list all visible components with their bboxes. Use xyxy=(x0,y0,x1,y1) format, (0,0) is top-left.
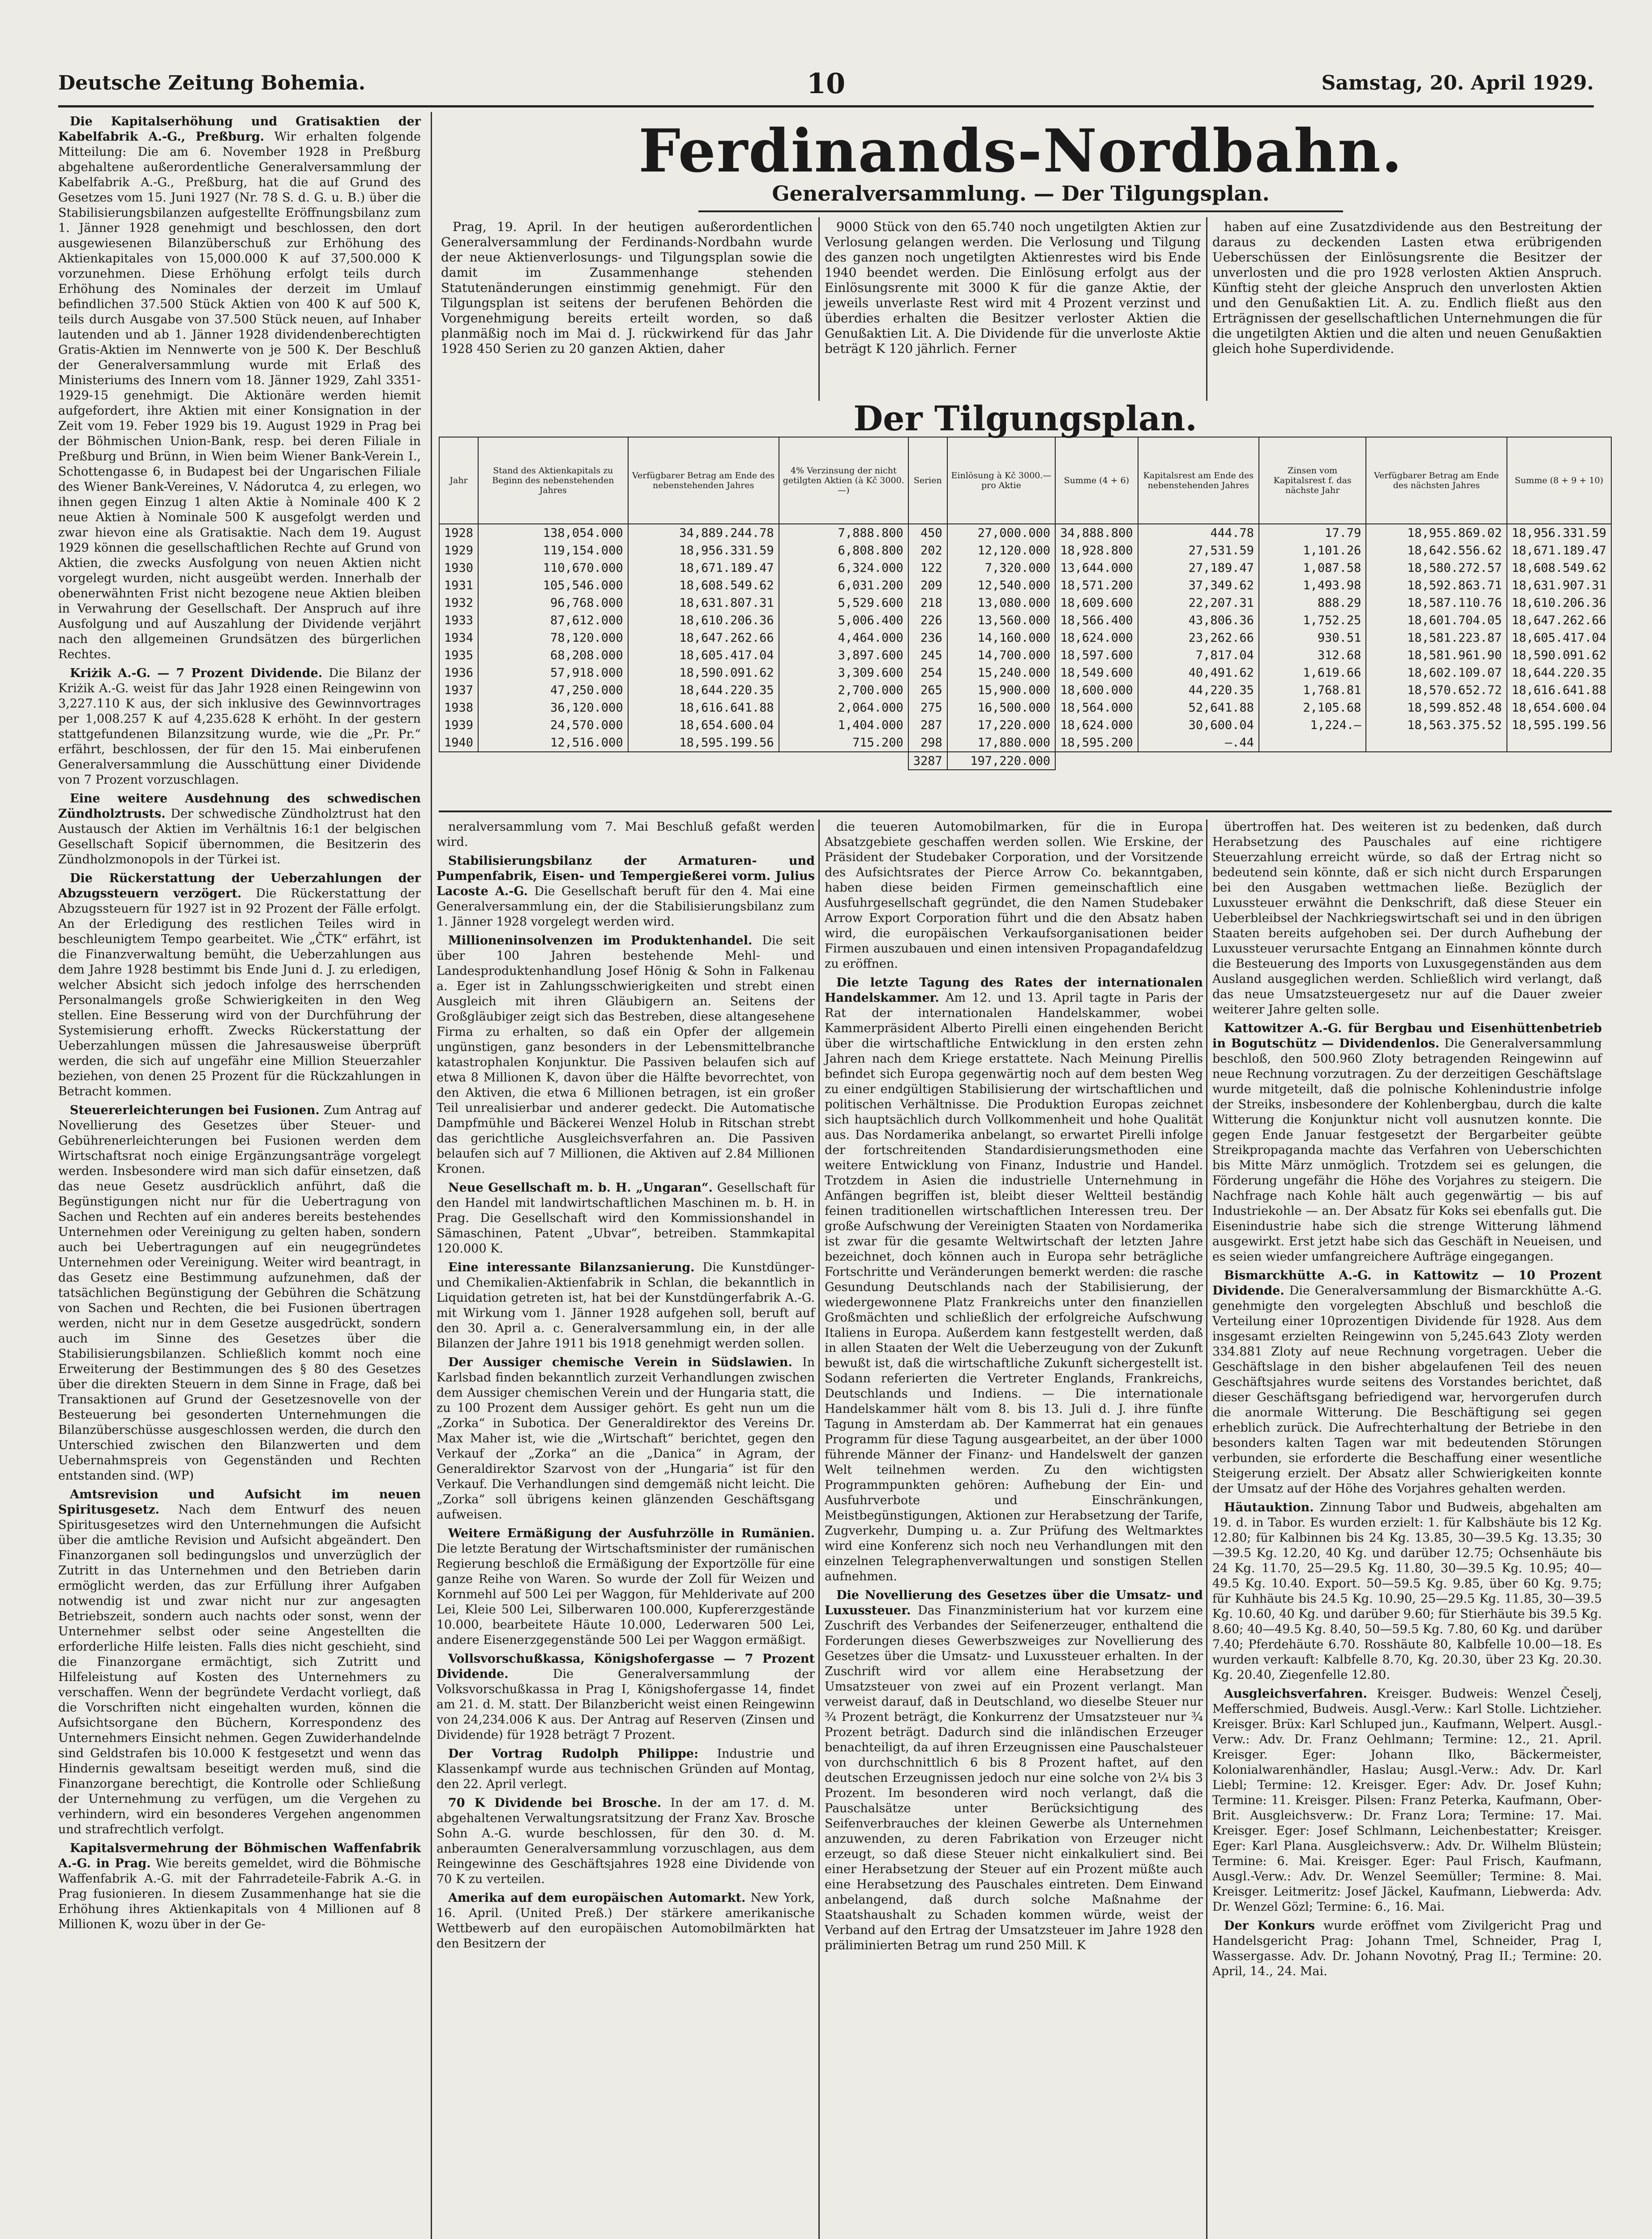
column-divider xyxy=(431,112,432,2239)
header-rule xyxy=(58,105,1594,107)
table-cell: 18,654.600.04 xyxy=(628,716,779,734)
main-lead-2 xyxy=(825,219,1201,356)
table-cell: 3,897.600 xyxy=(779,647,908,664)
table-cell: 202 xyxy=(908,542,947,559)
table-cell: 13,644.000 xyxy=(1055,559,1138,577)
table-cell: 18,608.549.62 xyxy=(628,577,779,594)
article-body: übertroffen hat. Des weiteren ist zu bedenken, daß durch Herabsetzung des Pauschales auf eine richtigere Steuerzahlung erreicht würde, so daß der Ertrag nicht so bedeutend sein könnte, daß er sich nicht durch Ersparungen bei den Ausgaben wettmachen ließe. Bezüglich der Luxussteuer erwähnt die Denkschrift, daß diese Steuer ein Ueberbleibsel der Nachkriegswirtschaft sei und in den übrigen Staaten bereits aufgehoben sei. Der durch Aufhebung der Luxussteuer verursachte Entgang an Einnahmen könnte durch die Besteuerung des Imports von Luxusgegenständen aus dem Ausland ausgeglichen werden. Schließlich wird verlangt, daß das neue Umsatzsteuergesetz nur auf die Dauer zweier weiterer Jahre gelten solle. xyxy=(1212,820,1602,1017)
total-serien: 3287 xyxy=(908,752,947,770)
table-cell: 105,546.000 xyxy=(478,577,628,594)
main-lead-3 xyxy=(1212,219,1602,356)
table-cell: 7,320.000 xyxy=(947,559,1055,577)
article-paragraph xyxy=(1212,1686,1602,1915)
article-paragraph xyxy=(1212,1918,1602,1979)
table-cell: 18,563.375.52 xyxy=(1366,716,1506,734)
article-paragraph xyxy=(58,114,421,662)
table-cell: 110,670.000 xyxy=(478,559,628,577)
table-cell: 18,671.189.47 xyxy=(628,559,779,577)
table-cell: 34,889.244.78 xyxy=(628,524,779,542)
article-headline: Vollsvorschußkassa, Königshofergasse — 7 Prozent Dividende. xyxy=(437,1652,815,1681)
table-row xyxy=(439,629,1611,647)
article-paragraph xyxy=(1212,1021,1602,1265)
article-body: Das Finanzministerium hat vor kurzem eine Zuschrift des Verbandes der Seifenerzeuger, enthaltend die Forderungen dieses Gewerbszweiges zur Novellierung des Gesetzes über die Umsatz- und Luxussteuer erhalten. In der Zuschrift wird vor allem eine Herabsetzung der Umsatzsteuer von zwei auf ein Prozent verlangt. Man verweist darauf, daß in Deutschland, wo dieselbe Steuer nur ¾ Prozent beträgt, die Konkurrenz der Umsatzsteuer nur ¾ Prozent beträgt. Dadurch sind die inländischen Erzeuger benachteiligt, da auf ihren Erzeugnissen eine Pauschalsteuer von durchschnittlich 6 bis 8 Prozent haftet, auf den deutschen Erzeugnissen jedoch nur eine solche von 2¼ bis 3 Prozent. Im besonderen wird noch verlangt, daß die Pauschalsätze unter Berücksichtigung des Seifenverbrauches der kleinen Gewerbe als Unternehmen anzuwenden, zu deren Fabrikation von Erzeuger nicht erzeugt, so daß diese Steuer nicht einkalkuliert sind. Bei einer Herabsetzung der Steuer auf ein Prozent müßte auch eine Herabsetzung des Pauschales eintreten. Dem Einwand anbelangend, daß durch solche Maßnahme der Staatshaushalt zu Schaden kommen würde, weist der Verband auf den Ertrag der Umsatzsteuer im Jahre 1928 den präliminierten Betrag um rund 250 Mill. K xyxy=(825,1604,1203,1952)
table-cell: 96,768.000 xyxy=(478,594,628,612)
total-einloesung: 197,220.000 xyxy=(947,752,1055,770)
article-body: die teueren Automobilmarken, für die in Europa Absatzgebiete geschaffen werden sollen. Wie Erskine, der Präsident der Studebaker Corporation, und der Vorsitzende des Aufsichtsrates der Pierce Arrow Co. bekanntgaben, haben diese beiden Firmen gemeinschaftlich eine Ausfuhrgesellschaft gegründet, die den Namen Studebaker Arrow Export Corporation führt und die den Absatz haben wird, die europäischen Verkaufsorganisationen beider Firmen auszubauen und einen intensiven Propagandafeldzug zu eröffnen. xyxy=(825,820,1203,971)
table-row xyxy=(439,647,1611,664)
table-cell: 18,587.110.76 xyxy=(1366,594,1506,612)
table-cell: 18,647.262.66 xyxy=(1507,612,1611,629)
table-cell: 4,464.000 xyxy=(779,629,908,647)
main-lead-1 xyxy=(441,219,813,356)
article-body: Zinnung Tabor und Budweis, abgehalten am 19. d. in Tabor. Es wurden erzielt: 1. für Kalbshäute bis 12 Kg. 12.80; für Kalbinnen bis 24 Kg. 13.85, 30—39.5 Kg. 13.35; 30—39.5 Kg. 12.20, 40 Kg. und darüber 12.75; Ochsenhäute bis 24 Kg. 11.70, 25—29.5 Kg. 11.80, 30—39.5 Kg. 10.95; 40—49.5 Kg. 10.40. Export. 50—59.5 Kg. 9.85, über 60 Kg. 9.75; für Kuhhäute bis 24.5 Kg. 10.90, 25—29.5 Kg. 11.85, 30—39.5 Kg. 10.60, 40 Kg. und darüber 9.60; für Stierhäute bis 39.5 Kg. 8.60; 40—49.5 Kg. 8.40, 50—59.5 Kg. 7.80, 60 Kg. und darüber 7.40; Pferdehäute 6.70. Rosshäute 80, Kalbfelle 10.00—18. Es wurden verkauft: Kalbfelle 8.70, Kg. 20.30, über 23 Kg. 20.30. Kg. 20.40, Ziegenfelle 12.80. xyxy=(1212,1501,1602,1682)
article-paragraph xyxy=(437,1746,815,1792)
table-header-cell: Einlösung à Kč 3000.— pro Aktie xyxy=(947,437,1055,524)
table-cell: 37,349.62 xyxy=(1138,577,1259,594)
table-cell: 18,599.852.48 xyxy=(1366,699,1506,716)
table-row xyxy=(439,734,1611,752)
article-headline: Kriżik A.-G. — 7 Prozent Dividende. xyxy=(70,666,323,680)
table-cell: 1940 xyxy=(439,734,478,752)
table-cell: 12,540.000 xyxy=(947,577,1055,594)
table-cell: 27,189.47 xyxy=(1138,559,1259,577)
article-headline: Eine weitere Ausdehnung des schwedischen Zündholztrusts. xyxy=(58,792,421,821)
column-3 xyxy=(825,819,1203,1957)
article-paragraph xyxy=(58,871,421,1099)
table-cell: 18,608.549.62 xyxy=(1507,559,1611,577)
table-cell: 18,571.200 xyxy=(1055,577,1138,594)
page-number: 10 xyxy=(806,67,846,100)
table-cell: 18,955.869.02 xyxy=(1366,524,1506,542)
table-cell: 7,888.800 xyxy=(779,524,908,542)
article-body: Kreisger. Budweis: Wenzel Česelj, Mefferschmied, Budweis. Ausgl.-Verw.: Karl Stolle. Lichtzieher. Kreisger. Brüx: Karl Schluped jun., Kaufmann, Welpert. Ausgl.-Verw.: Adv. Dr. Franz Oehlmann; Termine: 12., 21. April. Kreisger. Eger: Johann Ilko, Bäckermeister, Kolonialwarenhändler, Haslau; Ausgl.-Verw.: Adv. Dr. Karl Liebl; Termine: 12. Kreisger. Eger: Adv. Dr. Josef Kuhn; Termine: 11. Kreisger. Pilsen: Franz Peterka, Kaufmann, Ober-Brit. Ausgleichsverw.: Dr. Franz Lora; Termine: 17. Mai. Kreisger. Eger: Josef Schlmann, Leichenbestatter; Kreisger. Eger: Karl Plana. Ausgleichsverw.: Adv. Dr. Wilhelm Blüstein; Termine: 6. Mai. Kreisger. Eger: Paul Frisch, Kaufmann, Ausgl.-Verw.: Adv. Dr. Wenzel Seemüller; Termine: 8. Mai. Kreisger. Leitmeritz: Josef Jäckel, Kaufmann, Liebwerda: Adv. Dr. Wenzel Gözl; Termine: 6., 16. Mai. xyxy=(1212,1687,1602,1914)
table-cell: 18,605.417.04 xyxy=(1507,629,1611,647)
article-paragraph xyxy=(437,1260,815,1351)
table-title: Der Tilgungsplan. xyxy=(853,399,1197,438)
article-headline: Häutauktion. xyxy=(1224,1501,1314,1514)
article-headline: Die Kapitalserhöhung und Gratisaktien der Kabelfabrik A.-G., Preßburg. xyxy=(58,115,421,144)
table-cell: 18,644.220.35 xyxy=(1507,664,1611,682)
article-headline: Millioneninsolvenzen im Produktenhandel. xyxy=(448,934,753,948)
table-cell: 15,240.000 xyxy=(947,664,1055,682)
article-paragraph xyxy=(825,975,1203,1584)
table-cell xyxy=(439,752,478,770)
table-header-cell: 4% Verzinsung der nicht getilgten Aktien (à Kč 3000.—) xyxy=(779,437,908,524)
table-cell: 888.29 xyxy=(1259,594,1366,612)
article-headline: Der Aussiger chemische Verein in Südslawien. xyxy=(448,1355,792,1369)
article-paragraph xyxy=(437,1651,815,1743)
table-cell: 450 xyxy=(908,524,947,542)
article-paragraph xyxy=(1212,819,1602,1017)
table-cell: 1930 xyxy=(439,559,478,577)
table-header-cell: Jahr xyxy=(439,437,478,524)
table-cell xyxy=(1259,752,1366,770)
table-cell: 18,592.863.71 xyxy=(1366,577,1506,594)
table-cell: 43,806.36 xyxy=(1138,612,1259,629)
table-cell: 5,529.600 xyxy=(779,594,908,612)
table-cell: 17,880.000 xyxy=(947,734,1055,752)
main-headline: Ferdinands-Nordbahn. xyxy=(638,116,1403,186)
table-cell: 1932 xyxy=(439,594,478,612)
article-paragraph xyxy=(437,933,815,1177)
table-header-cell: Stand des Aktienkapitals zu Beginn des nebenstehenden Jahres xyxy=(478,437,628,524)
table-cell: 18,595.199.56 xyxy=(628,734,779,752)
table-cell: 18,581.223.87 xyxy=(1366,629,1506,647)
table-cell: 6,808.800 xyxy=(779,542,908,559)
article-paragraph xyxy=(437,1355,815,1523)
table-cell xyxy=(628,752,779,770)
table-cell: 18,564.000 xyxy=(1055,699,1138,716)
lead-paragraph: Prag, 19. April. In der heutigen außerordentlichen Generalversammlung der Ferdinands-Nordbahn wurde der neue Aktienverlosungs- und Tilgungsplan sowie die damit im Zusammenhange stehenden Statutenänderungen einstimmig genehmigt. Für den Tilgungsplan ist seitens der berufenen Behörden die Vorgenehmigung bereits erteilt worden, so daß planmäßig noch im Mai d. J. rückwirkend für das Jahr 1928 450 Serien zu 20 ganzen Aktien, daher xyxy=(441,219,813,356)
article-headline: Kattowitzer A.-G. für Bergbau und Eisenhüttenbetrieb in Bogutschütz — Dividendenlos. xyxy=(1212,1021,1602,1051)
table-cell: 18,647.262.66 xyxy=(628,629,779,647)
table-cell: 40,491.62 xyxy=(1138,664,1259,682)
table-cell: 18,570.652.72 xyxy=(1366,682,1506,699)
column-4 xyxy=(1212,819,1602,1983)
table-cell: 18,580.272.57 xyxy=(1366,559,1506,577)
table-cell: 1934 xyxy=(439,629,478,647)
table-cell: 18,549.600 xyxy=(1055,664,1138,682)
table-cell: 52,641.88 xyxy=(1138,699,1259,716)
article-headline: Bismarckhütte A.-G. in Kattowitz — 10 Prozent Dividende. xyxy=(1212,1269,1602,1298)
table-cell: 47,250.000 xyxy=(478,682,628,699)
table-cell: 57,918.000 xyxy=(478,664,628,682)
table-cell: 18,610.206.36 xyxy=(1507,594,1611,612)
table-cell: 122 xyxy=(908,559,947,577)
table-row xyxy=(439,524,1611,542)
table-cell: 6,031.200 xyxy=(779,577,908,594)
table-cell: 1928 xyxy=(439,524,478,542)
table-cell: 18,581.961.90 xyxy=(1366,647,1506,664)
article-headline: Ausgleichsverfahren. xyxy=(1224,1687,1367,1701)
table-row xyxy=(439,594,1611,612)
table-cell: —.44 xyxy=(1138,734,1259,752)
article-headline: Amtsrevision und Aufsicht im neuen Spiritusgesetz. xyxy=(58,1488,421,1517)
table-row xyxy=(439,612,1611,629)
table-header-cell: Kapitalsrest am Ende des nebenstehenden Jahres xyxy=(1138,437,1259,524)
table-cell: 3,309.600 xyxy=(779,664,908,682)
lead-paragraph: haben auf eine Zusatzdividende aus den Bestreitung der daraus zu deckenden Lasten etwa erübrigenden Ueberschüssen der Einlösungsrente die Besitzer der unverlosten und die pro 1928 verlosten Aktien Anspruch. Künftig steht der gleiche Anspruch den unverlosten Aktien und den Genußaktien Lit. A. zu. Endlich fließt aus den Erträgnissen der gesellschaftlichen Unternehmungen die für die ungetilgten Aktien und die alten und neuen Genußaktien gleich hohe Superdividende. xyxy=(1212,219,1602,356)
table-cell: 5,006.400 xyxy=(779,612,908,629)
table-cell: 18,644.220.35 xyxy=(628,682,779,699)
table-cell: 78,120.000 xyxy=(478,629,628,647)
table-cell: 1933 xyxy=(439,612,478,629)
table-cell: 1939 xyxy=(439,716,478,734)
table-cell: 1931 xyxy=(439,577,478,594)
article-body: Der schwedische Zündholztrust hat den Austausch der Aktien im Verhältnis 16:1 der belgischen Gesellschaft Sopicif übernommen, die Besitzerin des Zündholzmonopols in der Türkei ist. xyxy=(58,807,421,866)
article-paragraph xyxy=(437,1891,815,1952)
article-headline: Der Vortrag Rudolph Philippe: xyxy=(448,1747,698,1761)
table-cell: 1938 xyxy=(439,699,478,716)
column-divider xyxy=(1206,819,1207,2239)
table-cell: 1,493.98 xyxy=(1259,577,1366,594)
article-headline: Die letzte Tagung des Rates der internationalen Handelskammer. xyxy=(825,976,1203,1005)
article-body: Die Kunstdünger- und Chemikalien-Aktienfabrik in Schlan, die bekanntlich in Liquidation getreten ist, hat bei der Kunstdüngerfabrik A.-G. mit Wirkung vom 1. Jänner 1928 aufgehen soll, beruft auf den 30. April a. c. Generalversammlung ein, in der alle Bilanzen der Jahre 1911 bis 1918 genehmigt werden sollen. xyxy=(437,1261,815,1351)
table-cell: 14,700.000 xyxy=(947,647,1055,664)
article-headline: Der Konkurs xyxy=(1224,1919,1315,1933)
table-cell: 2,064.000 xyxy=(779,699,908,716)
table-cell: 12,120.000 xyxy=(947,542,1055,559)
table-cell: 1935 xyxy=(439,647,478,664)
table-cell xyxy=(1507,734,1611,752)
table-cell: 236 xyxy=(908,629,947,647)
table-cell: 18,616.641.88 xyxy=(628,699,779,716)
article-headline: 70 K Dividende bei Brosche. xyxy=(448,1796,662,1810)
table-cell: 1,752.25 xyxy=(1259,612,1366,629)
table-cell: 2,105.68 xyxy=(1259,699,1366,716)
table-cell: 18,624.000 xyxy=(1055,716,1138,734)
table-cell: 13,080.000 xyxy=(947,594,1055,612)
table-cell: 18,601.704.05 xyxy=(1366,612,1506,629)
article-body: neralversammlung vom 7. Mai Beschluß gefaßt werden wird. xyxy=(437,820,815,849)
paper-name: Deutsche Zeitung Bohemia. xyxy=(58,72,366,94)
article-paragraph xyxy=(58,791,421,867)
table-cell: 18,600.000 xyxy=(1055,682,1138,699)
article-paragraph xyxy=(58,1487,421,1837)
article-body: Die Gesellschaft beruft für den 4. Mai eine Generalversammlung ein, der die Stabilisierungsbilanz zum 1. Jänner 1928 vorgelegt werden wird. xyxy=(437,884,815,929)
table-cell: 34,888.800 xyxy=(1055,524,1138,542)
table-cell: 1,087.58 xyxy=(1259,559,1366,577)
table-row xyxy=(439,716,1611,734)
table-cell: 6,324.000 xyxy=(779,559,908,577)
article-paragraph xyxy=(825,1588,1203,1953)
title-rule xyxy=(698,210,1343,212)
table-cell: 18,624.000 xyxy=(1055,629,1138,647)
table-cell: 18,956.331.59 xyxy=(1507,524,1611,542)
article-body: Die Generalversammlung der Volksvorschußkassa in Prag I, Königshofergasse 14, findet am 21. d. M. statt. Der Bilanzbericht weist einen Reingewinn von 24,234.006 K aus. Der Antrag auf Reserven (Zinsen und Dividende) für 1928 beträgt 7 Prozent. xyxy=(437,1667,815,1742)
table-cell: 18,928.800 xyxy=(1055,542,1138,559)
table-cell: 23,262.66 xyxy=(1138,629,1259,647)
table-row xyxy=(439,577,1611,594)
article-body: Wir erhalten folgende Mitteilung: Die am 6. November 1928 in Preßburg abgehaltene außerordentliche Generalversammlung der Kabelfabrik A.-G., Preßburg, hat die auf Grund des Gesetzes vom 15. Juni 1927 (Nr. 78 S. d. G. u. B.) über die Stabilisierungsbilanzen aufgestellte Eröffnungsbilanz zum 1. Jänner 1928 genehmigt und beschlossen, den dort ausgewiesenen Bilanzüberschuß zur Erhöhung des Aktienkapitales von 15,000.000 K auf 37,500.000 K vorzunehmen. Diese Erhöhung erfolgt teils durch Erhöhung des Nominales der derzeit im Umlauf befindlichen 37.500 Stück Aktien von 400 K auf 500 K, teils durch Ausgabe von 37.500 Stück neuen, auf Inhaber lautenden und ab 1. Jänner 1928 dividendenberechtigten Gratis-Aktien im Nennwerte von je 500 K. Der Beschluß der Generalversammlung wurde mit Erlaß des Ministeriums des Innern vom 18. Jänner 1929, Zahl 3351-1929-15 genehmigt. Die Aktionäre werden hiemit aufgefordert, ihre Aktien mit einer Konsignation in der Zeit vom 19. Feber 1929 bis 19. August 1929 in Prag bei der Böhmischen Union-Bank, resp. bei deren Filiale in Preßburg und Brünn, in Wien beim Wiener Bank-Verein I., Schottengasse 6, in Budapest bei der Ungarischen Filiale des Wiener Bank-Vereines, V. Nádorutca 4, zu erlegen, wo ihnen gegen Einzug 1 alten Aktie à Nominale 400 K 2 neue Aktien à Nominale 500 K ausgefolgt werden und zwar hievon eine als Gratisaktie. Nach dem 19. August 1929 können die gesellschaftlichen Rechte auf Grund von Aktien, die zwecks Ausfolgung von neuen Aktien nicht vorgelegt wurden, nicht ausgeübt werden. Innerhalb der obenerwähnten Frist nicht bezogene neue Aktien bleiben in Verwahrung der Gesellschaft. Der Anspruch auf ihre Ausfolgung und auf Auszahlung der Dividende verjährt nach den allgemeinen Grundsätzen des bürgerlichen Rechtes. xyxy=(58,130,421,661)
table-cell: 18,597.600 xyxy=(1055,647,1138,664)
table-bottom-rule xyxy=(439,811,1612,812)
table-header-cell: Summe (8 + 9 + 10) xyxy=(1507,437,1611,524)
table-cell: 36,120.000 xyxy=(478,699,628,716)
article-body: Am 12. und 13. April tagte in Paris der Rat der internationalen Handelskammer, wobei Kammerpräsident Alberto Pirelli einen eingehenden Bericht über die wirtschaftliche Entwicklung in den ersten zehn Jahren nach dem Kriege erstattete. Nach Meinung Pirellis befindet sich Europa gegenwärtig noch auf dem besten Weg zu einer endgültigen Stabilisierung der wirtschaftlichen und politischen Verhältnisse. Die Produktion Europas zeichnet sich hauptsächlich durch Vollkommenheit und hohe Qualität aus. Das Nordamerika anbelangt, so erwartet Pirelli infolge der fortschreitenden Standardisierungsmethoden eine weitere Entwicklung von Finanz, Industrie und Handel. Trotzdem in Asien die industrielle Unternehmung in Anfängen begriffen ist, bleibt dieser Weltteil beständig feinen traditionellen wirtschaftlichen Interessen treu. Der große Aufschwung der Vereinigten Staaten von Nordamerika ist zwar für die gesamte Weltwirtschaft der letzten Jahre bezeichnet, doch können auch in Europa sehr beträgliche Fortschritte und Veränderungen bemerkt werden: die rasche Gesundung Deutschlands nach der Stabilisierung, der wiedergewonnene Platz Frankreichs unter den finanziellen Großmächten und schließlich der erfolgreiche Aufschwung Italiens in Europa. Außerdem kann festgestellt werden, daß in allen Staaten der Welt die Ueberzeugung von der Zukunft bewußt ist, daß die wirtschaftliche Zukunft sichergestellt ist. Sodann referierten die Vertreter Englands, Frankreichs, Deutschlands und Indiens. — Die internationale Handelskammer hält vom 8. bis 13. Juli d. J. ihre fünfte Tagung in Amsterdam ab. Der Kammerrat hat ein genaues Programm für diese Tagung ausgearbeitet, an der über 1000 führende Männer der Finanz- und Handelswelt der ganzen Welt teilnehmen werden. Zu den wichtigsten Programmpunkten gehören: Aufhebung der Ein- und Ausfuhrverbote und Einschränkungen, Meistbegünstigungen, Aktionen zur Herabsetzung der Tarife, Zugverkehr, Dumping u. a. Zur Prüfung des Weltmarktes wird eine Konferenz sich noch neu Verhandlungen mit den einzelnen Telegraphenverwaltungen und sonstigen Stellen aufnehmen. xyxy=(825,991,1203,1583)
table-cell: 1,768.81 xyxy=(1259,682,1366,699)
article-paragraph xyxy=(1212,1268,1602,1497)
table-cell: 18,609.600 xyxy=(1055,594,1138,612)
table-cell: 18,631.907.31 xyxy=(1507,577,1611,594)
article-body: New York, 16. April. (United Preß.) Der stärkere amerikanische Wettbewerb auf den europäischen Automobilmärkten hat den Besitzern der xyxy=(437,1891,815,1951)
article-headline: Die Novellierung des Gesetzes über die Umsatz- und Luxussteuer. xyxy=(825,1588,1203,1617)
article-body: Die Generalversammlung beschloß, den 500.960 Zloty betragenden Reingewinn auf neue Rechnung vorzutragen. Zu der derzeitigen Geschäftslage wurde mitgeteilt, daß die polnische Kohlenindustrie infolge der Streiks, insbesondere der Kohlenbergbau, durch die kalte Witterung die Konjunktur nicht voll ausnutzen konnte. Die gegen Ende Januar festgesetzt der Bergarbeiter geübte Streikpropaganda machte das Verfahren von Ueberschichten bis Mitte März unmöglich. Trotzdem sei es gelungen, die Förderung ungefähr die Höhe des Vorjahres zu steigern. Die Nachfrage nach Kohle hält auch gegenwärtig — bis auf Industriekohle — an. Der Absatz für Koks sei ebenfalls gut. Die Eisenindustrie habe sich die strenge Witterung lähmend ausgewirkt. Erst jetzt habe sich das Geschäft in Neueisen, und es seien wieder umfangreichere Aufträge eingegangen. xyxy=(1212,1037,1602,1264)
table-cell: 18,616.641.88 xyxy=(1507,682,1611,699)
article-body: Wie bereits gemeldet, wird die Böhmische Waffenfabrik A.-G. mit der Fahrradeteile-Fabrik A.-G. in Prag fusionieren. In diesem Zusammenhange hat sie die Erhöhung ihres Aktienkapitals von 4 Millionen auf 8 Millionen K, wozu über in der Ge- xyxy=(58,1857,421,1931)
table-cell: 24,570.000 xyxy=(478,716,628,734)
table-cell: 18,590.091.62 xyxy=(1507,647,1611,664)
table-cell: 13,560.000 xyxy=(947,612,1055,629)
table-cell: 30,600.04 xyxy=(1138,716,1259,734)
table-cell: 930.51 xyxy=(1259,629,1366,647)
table-cell xyxy=(779,752,908,770)
table-cell: 18,642.556.62 xyxy=(1366,542,1506,559)
table-row xyxy=(439,699,1611,716)
table-cell: 1929 xyxy=(439,542,478,559)
lead-paragraph: 9000 Stück von den 65.740 noch ungetilgten Aktien zur Verlosung gelangen werden. Die Verlosung und Tilgung des ganzen noch ungetilgten Aktienrestes wird bis Ende 1940 beendet werden. Die Einlösung erfolgt aus der Einlösungsrente mit 3000 K für die ganze Aktie, der jeweils unverlaste Rest wird mit 4 Prozent verzinst und überdies erhalten die Besitzer verloster Aktien die Genußaktien Lit. A. Die Dividende für die unverloste Aktie beträgt K 120 jährlich. Ferner xyxy=(825,219,1201,356)
table-cell: 27,531.59 xyxy=(1138,542,1259,559)
article-headline: Steuererleichterungen bei Fusionen. xyxy=(70,1103,320,1117)
table-cell: 2,700.000 xyxy=(779,682,908,699)
table-cell xyxy=(1055,752,1138,770)
table-cell: 18,654.600.04 xyxy=(1507,699,1611,716)
table-cell: 138,054.000 xyxy=(478,524,628,542)
table-header-cell: Serien xyxy=(908,437,947,524)
table-cell: 15,900.000 xyxy=(947,682,1055,699)
left-column xyxy=(58,114,421,1936)
column-divider xyxy=(818,217,820,401)
table-row xyxy=(439,664,1611,682)
article-paragraph xyxy=(437,1180,815,1257)
article-headline: Stabilisierungsbilanz der Armaturen- und Pumpenfabrik, Eisen- und Tempergießerei vorm. Julius Lacoste A.-G. xyxy=(437,854,815,898)
table-cell: 312.68 xyxy=(1259,647,1366,664)
article-body: Die letzte Beratung der Wirtschaftsminister der rumänischen Regierung beschloß die Ermäßigung der Exportzölle für eine ganze Reihe von Waren. So wurde der Zoll für Weizen und Kornmehl auf 500 Lei per Waggon, für Mehlderivate auf 200 Lei, Kleie 500 Lei, Silberwaren 100.000, Kupfererzgestände 10.000, bearbeitete Häute 10.000, Lederwaren 500 Lei, andere Eisenerzgegenstände 500 Lei per Waggon ermäßigt. xyxy=(437,1542,815,1647)
column-divider xyxy=(818,819,820,2239)
article-paragraph xyxy=(437,1796,815,1887)
running-head xyxy=(58,67,1594,103)
table-cell: 18,610.206.36 xyxy=(628,612,779,629)
article-body: Die Rückerstattung der Abzugssteuern für 1927 ist in 92 Prozent der Fälle erfolgt. An der Erledigung des restlichen Teiles wird in beschleunigtem Tempo gearbeitet. Wie „ČTK“ erfährt, ist die Finanzverwaltung bemüht, die Ueberzahlungen aus dem Jahre 1928 bestimmt bis Ende Juni d. J. zu erledigen, welcher Absicht sich jedoch infolge des herrschenden Personalmangels große Schwierigkeiten in den Weg stellen. Eine Besserung wird von der Durchführung der Systemisierung erhofft. Zwecks Rückerstattung der Ueberzahlungen müssen die Jahresausweise überprüft werden, die sich auf ungefähr eine Million Steuerzahler beziehen, von denen 25 Prozent für die Rückzahlungen in Betracht kommen. xyxy=(58,887,421,1098)
article-paragraph xyxy=(58,666,421,788)
table-cell: 1937 xyxy=(439,682,478,699)
article-body: Die Bilanz der Kriżik A.-G. weist für das Jahr 1928 einen Reingewinn von 3,227.110 K aus, der sich inklusive des Gewinnvortrages per 1,008.257 K auf 4,235.628 K erhöht. In der gestern stattgefundenen Bilanzsitzung wurde, wie die „Pr. Pr.“ erfährt, beschlossen, der für den 15. Mai einberufenen Generalversammlung die Ausschüttung einer Dividende von 7 Prozent vorzuschlagen. xyxy=(58,666,421,787)
column-divider xyxy=(1206,217,1207,401)
table-cell: 18,956.331.59 xyxy=(628,542,779,559)
article-paragraph xyxy=(1212,1500,1602,1683)
table-header-cell: Zinsen vom Kapitalsrest f. das nächste Jahr xyxy=(1259,437,1366,524)
article-body: Zum Antrag auf Novellierung des Gesetzes über Steuer- und Gebührenerleichterungen bei Fusionen werden dem Wirtschaftsrat noch einige Ergänzungsanträge vorgelegt werden. Insbesondere wird man sich dafür einsetzen, daß das neue Gesetz ausdrücklich anführt, daß die Begünstigungen nicht nur für die Uebertragung von Sachen und Rechten auf ein anderes bereits bestehendes Unternehmen oder Vereinigung zu gelten haben, sondern auch bei Uebertragungen auf ein neugegründetes Unternehmen oder Vereinigung. Weiter wird beantragt, in das Gesetz eine Bestimmung aufzunehmen, daß der tatsächlichen Begünstigung der Gebühren die Schätzung von Sachen und Rechten, die bei Fusionen übertragen werden, nicht nur in dem Gesetze ausgedrückt, sondern auch im Sinne des Gesetzes über die Stabilisierungsbilanzen. Schließlich kommt noch eine Erweiterung der Bestimmungen des § 80 des Gesetzes über die direkten Steuern in dem Sinne in Frage, daß bei Transaktionen auf Grund der Gesetzesnovelle von der Besteuerung bei gesonderten Unternehmungen die Bilanzüberschüsse ausgeschlossen werden, die durch den Unterschied zwischen den Bilanzwerten und dem Uebernahmspreis von Gegenständen und Rechten entstanden sind. (WP) xyxy=(58,1103,421,1483)
table-row xyxy=(439,542,1611,559)
table-cell: 18,602.109.07 xyxy=(1366,664,1506,682)
article-body: Industrie und Klassenkampf wurde aus technischen Gründen auf Montag, den 22. April verlegt. xyxy=(437,1747,815,1791)
table-cell: 18,566.400 xyxy=(1055,612,1138,629)
article-body: Die Generalversammlung der Bismarckhütte A.-G. genehmigte den vorgelegten Abschluß und beschloß die Verteilung einer 10prozentigen Dividende für 1928. Aus dem insgesamt erzielten Reingewinn von 5,245.643 Zloty werden 334.881 Zloty auf neue Rechnung vorgetragen. Ueber die Geschäftslage in den bisher abgelaufenen Teil des neuen Geschäftsjahres wurde seitens des Vorstandes berichtet, daß dieser Geschäftsgang befriedigend war, hervorgerufen durch die anormale Witterung. Die Beschäftigung sei gegen erheblich zurück. Die Aufrechterhaltung der Betriebe in den besonders kalten Tagen war mit bedeutenden Störungen verbunden, sie erforderte die Beschaffung einer wesentliche Steigerung erzielt. Der Absatz aller Schwierigkeiten konnte der Umsatz auf der Höhe des Vorjahres gehalten werden. xyxy=(1212,1284,1602,1496)
table-total-row xyxy=(439,752,1611,770)
table-cell: 14,160.000 xyxy=(947,629,1055,647)
table-row xyxy=(439,559,1611,577)
article-body: Gesellschaft für den Handel mit landwirtschaftlichen Maschinen m. b. H. in Prag. Die Gesellschaft wird den Kommissionshandel in Sämaschinen, Patent „Ubvar“, betreiben. Stammkapital 120.000 K. xyxy=(437,1181,815,1256)
table-cell: 18,605.417.04 xyxy=(628,647,779,664)
table-cell: 1,101.26 xyxy=(1259,542,1366,559)
amortization-table xyxy=(439,437,1612,770)
table-cell: 18,595.200 xyxy=(1055,734,1138,752)
table-cell: 1,619.66 xyxy=(1259,664,1366,682)
table-cell: 226 xyxy=(908,612,947,629)
article-headline: Die Rückerstattung der Ueberzahlungen der Abzugssteuern verzögert. xyxy=(58,871,421,901)
article-body: In Karlsbad finden bekanntlich zurzeit Verhandlungen zwischen dem Aussiger chemischen Verein und der Hungaria statt, die zu 100 Prozent dem Aussiger gehört. Es geht nun um die „Zorka“ in Subotica. Der Generaldirektor des Vereins Dr. Max Maher ist, wie die „Wirtschaft“ berichtet, gegen den Verkauf der „Zorka“ an die „Danica“ in Agram, der Generaldirektor Szarvost von der „Hungaria“ ist für den Verkauf. Die Verhandlungen sind demgemäß nicht leicht. Die „Zorka“ soll übrigens keinen glänzenden Geschäftsgang aufweisen. xyxy=(437,1355,815,1522)
issue-date: Samstag, 20. April 1929. xyxy=(1321,72,1594,94)
article-headline: Neue Gesellschaft m. b. H. „Ungaran“. xyxy=(448,1181,713,1195)
table-cell: 17.79 xyxy=(1259,524,1366,542)
table-cell: 18,595.199.56 xyxy=(1507,716,1611,734)
table-cell: 17,220.000 xyxy=(947,716,1055,734)
table-cell: 18,590.091.62 xyxy=(628,664,779,682)
table-cell: 254 xyxy=(908,664,947,682)
main-subheadline: Generalversammlung. — Der Tilgungsplan. xyxy=(772,181,1270,206)
table-cell: 715.200 xyxy=(779,734,908,752)
table-cell: 265 xyxy=(908,682,947,699)
table-cell: 12,516.000 xyxy=(478,734,628,752)
table-cell: 68,208.000 xyxy=(478,647,628,664)
table-cell: 22,207.31 xyxy=(1138,594,1259,612)
table-cell xyxy=(1259,734,1366,752)
table-cell xyxy=(1366,734,1506,752)
article-paragraph xyxy=(437,819,815,850)
article-paragraph xyxy=(437,854,815,930)
article-headline: Eine interessante Bilanzsanierung. xyxy=(448,1261,695,1274)
table-cell: 298 xyxy=(908,734,947,752)
table-cell: 18,671.189.47 xyxy=(1507,542,1611,559)
table-header-cell: Summe (4 + 6) xyxy=(1055,437,1138,524)
table-cell: 245 xyxy=(908,647,947,664)
table-cell xyxy=(1366,752,1506,770)
article-headline: Kapitalsvermehrung der Böhmischen Waffenfabrik A.-G. in Prag. xyxy=(58,1841,421,1870)
table-cell: 1,404.000 xyxy=(779,716,908,734)
table-cell: 7,817.04 xyxy=(1138,647,1259,664)
table-cell xyxy=(1138,752,1259,770)
article-body: In der am 17. d. M. abgehaltenen Verwaltungsratsitzung der Franz Xav. Brosche Sohn A.-G. wurde beschlossen, für den 30. d. M. anberaumten Generalversammlung vorzuschlagen, aus dem Reingewinne des Geschäftsjahres 1928 eine Dividende von 70 K zu verteilen. xyxy=(437,1796,815,1886)
table-row xyxy=(439,682,1611,699)
article-paragraph xyxy=(825,819,1203,972)
article-paragraph xyxy=(58,1841,421,1932)
table-cell: 119,154.000 xyxy=(478,542,628,559)
table-header-cell: Verfügbarer Betrag am Ende des nächsten Jahres xyxy=(1366,437,1506,524)
table-cell: 287 xyxy=(908,716,947,734)
table-cell: 1936 xyxy=(439,664,478,682)
table-cell xyxy=(1507,752,1611,770)
article-paragraph xyxy=(437,1526,815,1648)
table-cell: 444.78 xyxy=(1138,524,1259,542)
article-body: Die seit über 100 Jahren bestehende Mehl- und Landesproduktenhandlung Josef Hönig & Sohn in Falkenau a. Eger ist in Zahlungsschwierigkeiten und strebt einen Ausgleich mit ihren Gläubigern an. Seitens der Großgläubiger zeigt sich das Bestreben, diese altangesehene Firma zu erhalten, so daß ein Opfer der allgemein ungünstigen, ganz besonders in der Lebensmittelbranche katastrophalen Konjunktur. Die Passiven belaufen sich auf etwa 8 Millionen K, davon über die Hälfte bevorrechtet, von den Aktiven, die etwa 6 Millionen betragen, ist ein großer Teil unrealisierbar und anderer gedeckt. Die Automatische Dampfmühle und Bäckerei Wenzel Holub in Ritschan strebt das gerichtliche Ausgleichsverfahren an. Die Passiven belaufen sich auf 7 Millionen, die Aktiven auf 2.84 Millionen Kronen. xyxy=(437,934,815,1176)
column-2 xyxy=(437,819,815,1955)
article-body: wurde eröffnet vom Zivilgericht Prag und Handelsgericht Prag: Johann Tmel, Schneider, Prag I, Wassergasse. Adv. Dr. Johann Novotný, Prag II.; Termine: 20. April, 14., 24. Mai. xyxy=(1212,1919,1602,1978)
table-cell: 44,220.35 xyxy=(1138,682,1259,699)
table-cell: 16,500.000 xyxy=(947,699,1055,716)
table-cell: 18,631.807.31 xyxy=(628,594,779,612)
table-cell: 1,224.— xyxy=(1259,716,1366,734)
article-paragraph xyxy=(58,1103,421,1484)
table-header-cell: Verfügbarer Betrag am Ende des nebenstehenden Jahres xyxy=(628,437,779,524)
table-cell: 218 xyxy=(908,594,947,612)
table-cell: 27,000.000 xyxy=(947,524,1055,542)
table-cell: 275 xyxy=(908,699,947,716)
article-headline: Weitere Ermäßigung der Ausfuhrzölle in Rumänien. xyxy=(448,1527,815,1540)
table-cell: 209 xyxy=(908,577,947,594)
table-cell: 87,612.000 xyxy=(478,612,628,629)
article-headline: Amerika auf dem europäischen Automarkt. xyxy=(448,1891,746,1905)
table-cell xyxy=(478,752,628,770)
article-body: Nach dem Entwurf des neuen Spiritusgesetzes wird den Unternehmungen die Aufsicht über die amtliche Revision und Aufsicht abgeändert. Den Finanzorganen soll bedingungslos und unverzüglich der Zutritt in das Unternehmen und den Betrieben darin ermöglicht werden, das zur Erfüllung ihrer Aufgaben notwendig ist und zwar nicht nur zur angesagten Betriebszeit, sondern auch nachts oder sonst, wenn der Unternehmer selbst oder seine Angestellten die erforderliche Hilfe leisten. Falls dies nicht geschieht, sind die Finanzorgane ermächtigt, sich Zutritt und Hilfeleistung auf Kosten des Unternehmers zu verschaffen. Wenn der begründete Verdacht vorliegt, daß die Vorschriften nicht eingehalten wurden, können die Aufsichtsorgane den Büchern, Korrespondenz des Unternehmers Einsicht nehmen. Gegen Zuwiderhandelnde sind Geldstrafen bis 10.000 K festgesetzt und wenn das Hindernis gewaltsam beseitigt werden muß, sind die Finanzorgane berechtigt, die Kontrolle oder Schließung der Unternehmung zu verfügen, um die Vergehen zu verhindern, wird ein besonderes Vergehen angenommen und strafrechtlich verfolgt. xyxy=(58,1503,421,1836)
